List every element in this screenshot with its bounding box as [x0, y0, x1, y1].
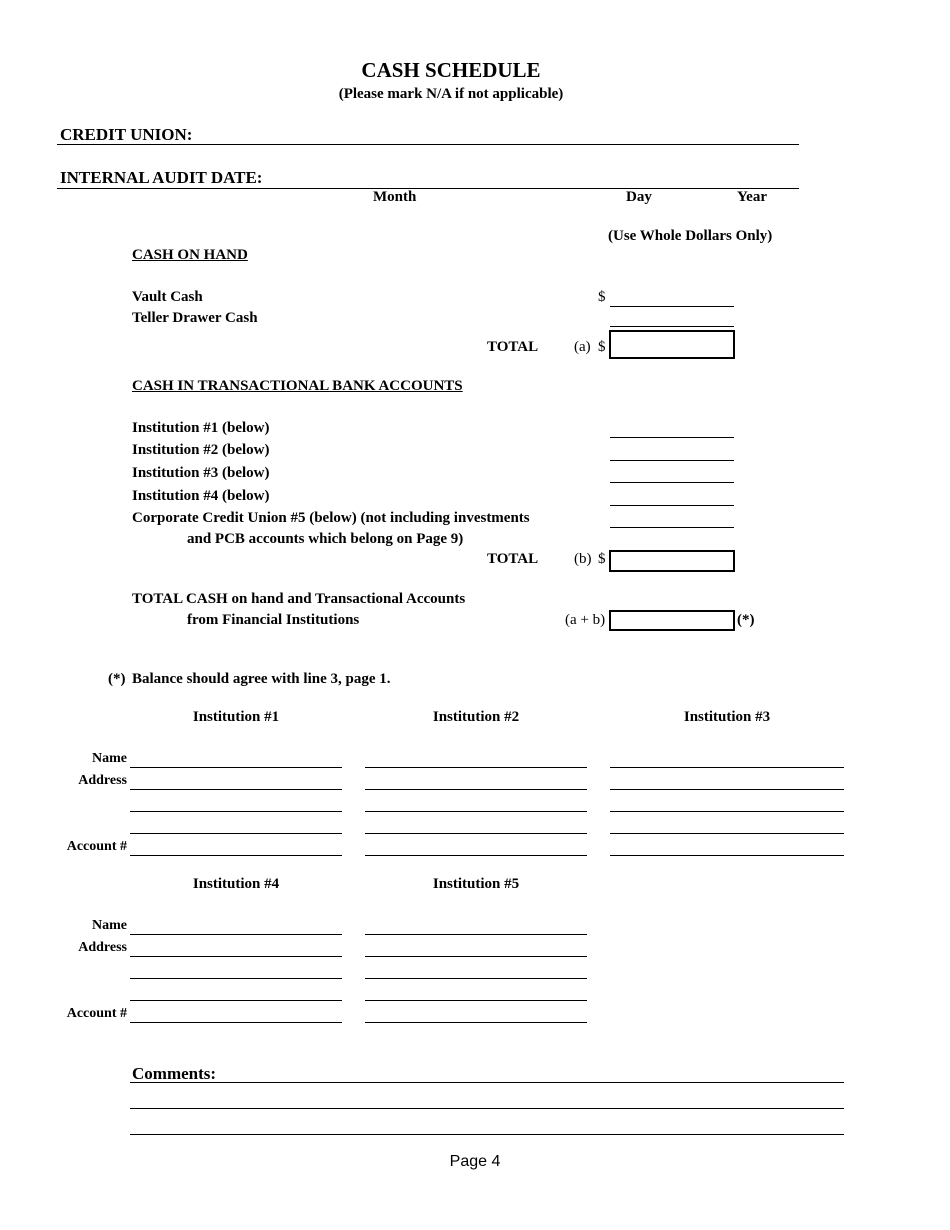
- cash-on-hand-total-label: TOTAL: [487, 339, 539, 355]
- teller-drawer-cash-label: Teller Drawer Cash: [132, 310, 258, 326]
- total-b-dollar: $: [598, 551, 606, 567]
- inst1-line-label: Institution #1 (below): [132, 420, 270, 436]
- total-ab-marker: (a + b): [565, 612, 606, 628]
- inst3-address-field[interactable]: [610, 789, 844, 790]
- inst1-address-field-2[interactable]: [130, 811, 342, 812]
- inst3-address-field-3[interactable]: [610, 833, 844, 834]
- address-label: Address: [78, 773, 127, 788]
- comments-field[interactable]: [130, 1082, 844, 1083]
- total-cash-label: TOTAL CASH on hand and Transactional Accounts: [132, 591, 466, 607]
- bank-total-label: TOTAL: [487, 551, 539, 567]
- comments-field-2[interactable]: [130, 1108, 844, 1109]
- inst4-line-label: Institution #4 (below): [132, 488, 270, 504]
- inst1-address-field-3[interactable]: [130, 833, 342, 834]
- comments-label: Comments:: [132, 1064, 217, 1083]
- teller-drawer-cash-field[interactable]: [610, 326, 734, 327]
- inst5-address-field-3[interactable]: [365, 1000, 587, 1001]
- corp-cu-amount-field[interactable]: [610, 527, 734, 528]
- inst1-address-field[interactable]: [130, 789, 342, 790]
- address-label-2: Address: [78, 940, 127, 955]
- inst2-address-field[interactable]: [365, 789, 587, 790]
- credit-union-label: CREDIT UNION:: [60, 125, 193, 144]
- total-b-marker: (b): [574, 551, 592, 567]
- audit-date-label: INTERNAL AUDIT DATE:: [60, 168, 263, 187]
- inst1-account-field[interactable]: [130, 855, 342, 856]
- inst3-amount-field[interactable]: [610, 482, 734, 483]
- page-number: Page 4: [449, 1153, 501, 1170]
- inst4-amount-field[interactable]: [610, 505, 734, 506]
- total-a-box[interactable]: [609, 330, 735, 359]
- institution-1-heading: Institution #1: [192, 709, 280, 725]
- credit-union-field[interactable]: [57, 144, 799, 145]
- inst4-address-field-2[interactable]: [130, 978, 342, 979]
- year-label: Year: [737, 189, 767, 205]
- account-number-label: Account #: [66, 839, 127, 854]
- inst5-address-field-2[interactable]: [365, 978, 587, 979]
- institution-3-heading: Institution #3: [683, 709, 771, 725]
- month-label: Month: [373, 189, 417, 205]
- inst2-name-field[interactable]: [365, 767, 587, 768]
- inst1-name-field[interactable]: [130, 767, 342, 768]
- inst2-line-label: Institution #2 (below): [132, 442, 270, 458]
- audit-date-field[interactable]: [57, 188, 799, 189]
- institution-4-heading: Institution #4: [192, 876, 280, 892]
- total-a-dollar: $: [598, 339, 606, 355]
- total-ab-asterisk: (*): [737, 612, 755, 628]
- total-b-box[interactable]: [609, 550, 735, 572]
- inst5-name-field[interactable]: [365, 934, 587, 935]
- whole-dollars-note: (Use Whole Dollars Only): [608, 228, 773, 244]
- inst4-name-field[interactable]: [130, 934, 342, 935]
- total-a-marker: (a): [574, 339, 591, 355]
- inst3-address-field-2[interactable]: [610, 811, 844, 812]
- inst2-account-field[interactable]: [365, 855, 587, 856]
- inst3-name-field[interactable]: [610, 767, 844, 768]
- corp-cu-line-label-2: and PCB accounts which belong on Page 9): [187, 531, 464, 547]
- vault-cash-label: Vault Cash: [132, 289, 203, 305]
- inst4-address-field-3[interactable]: [130, 1000, 342, 1001]
- inst2-address-field-2[interactable]: [365, 811, 587, 812]
- account-number-label-2: Account #: [66, 1006, 127, 1021]
- inst1-amount-field[interactable]: [610, 437, 734, 438]
- inst5-account-field[interactable]: [365, 1022, 587, 1023]
- vault-cash-field[interactable]: [610, 306, 734, 307]
- comments-field-3[interactable]: [130, 1134, 844, 1135]
- inst3-line-label: Institution #3 (below): [132, 465, 270, 481]
- inst4-account-field[interactable]: [130, 1022, 342, 1023]
- bank-accounts-heading: CASH IN TRANSACTIONAL BANK ACCOUNTS: [132, 378, 463, 394]
- name-label-2: Name: [92, 918, 127, 933]
- inst3-account-field[interactable]: [610, 855, 844, 856]
- cash-on-hand-heading: CASH ON HAND: [132, 247, 248, 263]
- name-label: Name: [92, 751, 127, 766]
- day-label: Day: [626, 189, 652, 205]
- page-subtitle: (Please mark N/A if not applicable): [338, 86, 564, 102]
- footnote-text: Balance should agree with line 3, page 1.: [132, 671, 391, 687]
- corp-cu-line-label: Corporate Credit Union #5 (below) (not including investments: [132, 510, 530, 526]
- inst2-amount-field[interactable]: [610, 460, 734, 461]
- vault-cash-dollar: $: [598, 289, 606, 305]
- page-title: CASH SCHEDULE: [361, 58, 541, 82]
- footnote-marker: (*): [108, 671, 126, 687]
- institution-2-heading: Institution #2: [432, 709, 520, 725]
- inst2-address-field-3[interactable]: [365, 833, 587, 834]
- total-ab-box[interactable]: [609, 610, 735, 631]
- total-cash-label-2: from Financial Institutions: [187, 612, 360, 628]
- inst4-address-field[interactable]: [130, 956, 342, 957]
- institution-5-heading: Institution #5: [432, 876, 520, 892]
- inst5-address-field[interactable]: [365, 956, 587, 957]
